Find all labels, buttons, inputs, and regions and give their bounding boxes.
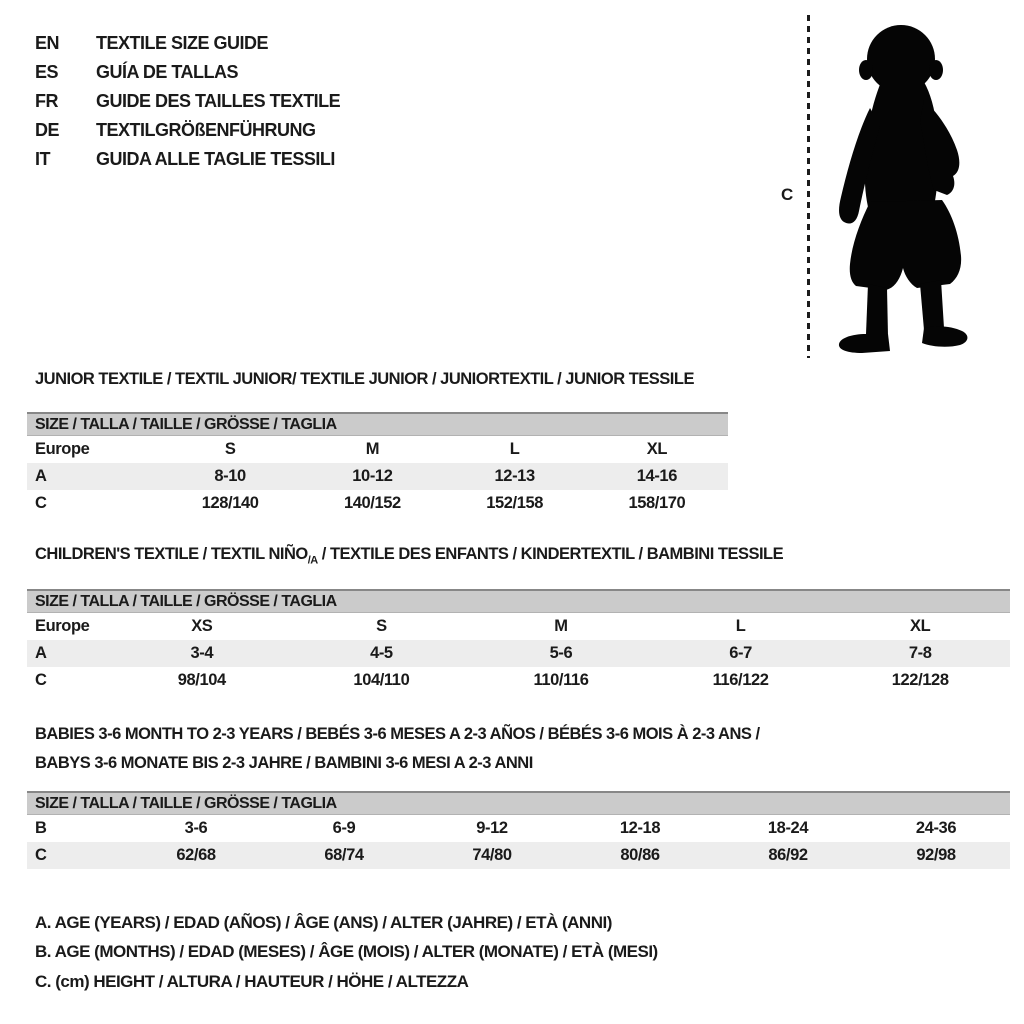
table-row xyxy=(27,640,1010,667)
lang-code: IT xyxy=(35,149,50,169)
table-cell: 68/74 xyxy=(324,846,364,864)
lang-code: DE xyxy=(35,120,60,140)
table-cell: 3-4 xyxy=(190,644,214,662)
table-cell: S xyxy=(224,440,236,458)
table-cell: L xyxy=(509,440,520,458)
table-cell: 5-6 xyxy=(549,644,573,662)
children-size-table xyxy=(27,589,1010,694)
table-row xyxy=(27,463,728,490)
lang-row-de xyxy=(35,116,340,145)
baby-silhouette-icon xyxy=(824,10,992,358)
table-cell: 62/68 xyxy=(176,846,216,864)
babies-section-heading xyxy=(35,720,760,778)
table-cell: L xyxy=(735,617,746,635)
lang-row-es xyxy=(35,58,340,87)
junior-size-table xyxy=(27,412,728,517)
junior-section-heading: JUNIOR TEXTILE / TEXTIL JUNIOR/ TEXTILE JUNIOR / JUNIORTEXTIL / JUNIOR TESSILE xyxy=(35,370,694,388)
table-cell: 128/140 xyxy=(201,494,259,512)
lang-row-fr xyxy=(35,87,340,116)
table-cell: 86/92 xyxy=(768,846,808,864)
table-cell: XL xyxy=(646,440,668,458)
table-row xyxy=(27,490,728,517)
table-cell: 98/104 xyxy=(177,671,226,689)
footnote-b: B. AGE (MONTHS) / EDAD (MESES) / ÂGE (MOIS) / ALTER (MONATE) / ETÀ (MESI) xyxy=(35,942,658,962)
table-cell: 3-6 xyxy=(184,819,208,837)
row-label: C xyxy=(35,494,47,512)
lang-code: FR xyxy=(35,91,58,111)
table-cell: 18-24 xyxy=(767,819,809,837)
row-label: Europe xyxy=(35,617,90,635)
table-cell: 10-12 xyxy=(352,467,393,485)
children-heading-prefix: CHILDREN'S TEXTILE / TEXTIL NIÑO xyxy=(35,545,308,563)
table-row xyxy=(27,667,1010,694)
row-label: C xyxy=(35,846,47,864)
table-cell: 6-9 xyxy=(332,819,356,837)
children-heading-suffix: / TEXTILE DES ENFANTS / KINDERTEXTIL / BAMBINI TESSILE xyxy=(317,545,784,563)
footnote-c: C. (cm) HEIGHT / ALTURA / HAUTEUR / HÖHE / ALTEZZA xyxy=(35,971,469,991)
children-section-heading xyxy=(35,545,783,566)
table-cell: XL xyxy=(910,617,931,635)
table-cell: 9-12 xyxy=(476,819,508,837)
row-label: A xyxy=(35,644,47,662)
table-row xyxy=(27,815,1010,842)
children-heading-sub: /A xyxy=(307,554,318,567)
lang-row-en xyxy=(35,29,340,58)
height-dashed-line xyxy=(807,15,810,358)
table-cell: 7-8 xyxy=(908,644,932,662)
table-cell: 24-36 xyxy=(915,819,957,837)
table-cell: 110/116 xyxy=(533,671,589,689)
language-list xyxy=(35,29,340,174)
size-header-bar: SIZE / TALLA / TAILLE / GRÖSSE / TAGLIA xyxy=(27,791,1010,815)
table-row xyxy=(27,436,728,463)
lang-label: GUIDE DES TAILLES TEXTILE xyxy=(96,91,341,111)
lang-row-it xyxy=(35,145,340,174)
table-row xyxy=(27,842,1010,869)
table-cell: 74/80 xyxy=(472,846,512,864)
footnote-a: A. AGE (YEARS) / EDAD (AÑOS) / ÂGE (ANS) / ALTER (JAHRE) / ETÀ (ANNI) xyxy=(35,912,612,932)
table-cell: 158/170 xyxy=(628,494,686,512)
lang-label: GUÍA DE TALLAS xyxy=(96,62,238,82)
babies-size-table xyxy=(27,791,1010,869)
row-label: Europe xyxy=(35,440,90,458)
table-cell: S xyxy=(376,617,387,635)
babies-heading-line2: BABYS 3-6 MONATE BIS 2-3 JAHRE / BAMBINI 3-6 MESI A 2-3 ANNI xyxy=(35,754,533,772)
size-guide-figure xyxy=(778,8,996,366)
table-cell: 8-10 xyxy=(214,467,246,485)
table-cell: 152/158 xyxy=(486,494,544,512)
lang-label: TEXTILE SIZE GUIDE xyxy=(96,33,269,53)
lang-label: TEXTILGRÖßENFÜHRUNG xyxy=(96,120,316,140)
table-cell: 92/98 xyxy=(916,846,956,864)
lang-code: EN xyxy=(35,33,60,53)
table-cell: 12-18 xyxy=(619,819,661,837)
size-header-bar: SIZE / TALLA / TAILLE / GRÖSSE / TAGLIA xyxy=(27,412,728,436)
table-cell: M xyxy=(365,440,380,458)
table-cell: 14-16 xyxy=(636,467,677,485)
table-cell: 140/152 xyxy=(343,494,401,512)
row-label: A xyxy=(35,467,47,485)
table-cell: 80/86 xyxy=(620,846,660,864)
row-label: C xyxy=(35,671,47,689)
row-label: B xyxy=(35,819,47,837)
height-c-label: C xyxy=(781,185,794,204)
table-row xyxy=(27,613,1010,640)
footnotes xyxy=(35,908,658,997)
size-header-bar: SIZE / TALLA / TAILLE / GRÖSSE / TAGLIA xyxy=(27,589,1010,613)
lang-label: GUIDA ALLE TAGLIE TESSILI xyxy=(96,149,335,169)
lang-code: ES xyxy=(35,62,59,82)
table-cell: XS xyxy=(191,617,213,635)
table-cell: 6-7 xyxy=(729,644,752,662)
table-cell: 116/122 xyxy=(712,671,769,689)
babies-heading-line1: BABIES 3-6 MONTH TO 2-3 YEARS / BEBÉS 3-6 MESES A 2-3 AÑOS / BÉBÉS 3-6 MOIS À 2-3 ANS / xyxy=(35,725,760,743)
table-cell: 104/110 xyxy=(353,671,410,689)
table-cell: M xyxy=(554,617,568,635)
table-cell: 122/128 xyxy=(891,671,949,689)
table-cell: 4-5 xyxy=(370,644,393,662)
table-cell: 12-13 xyxy=(494,467,535,485)
